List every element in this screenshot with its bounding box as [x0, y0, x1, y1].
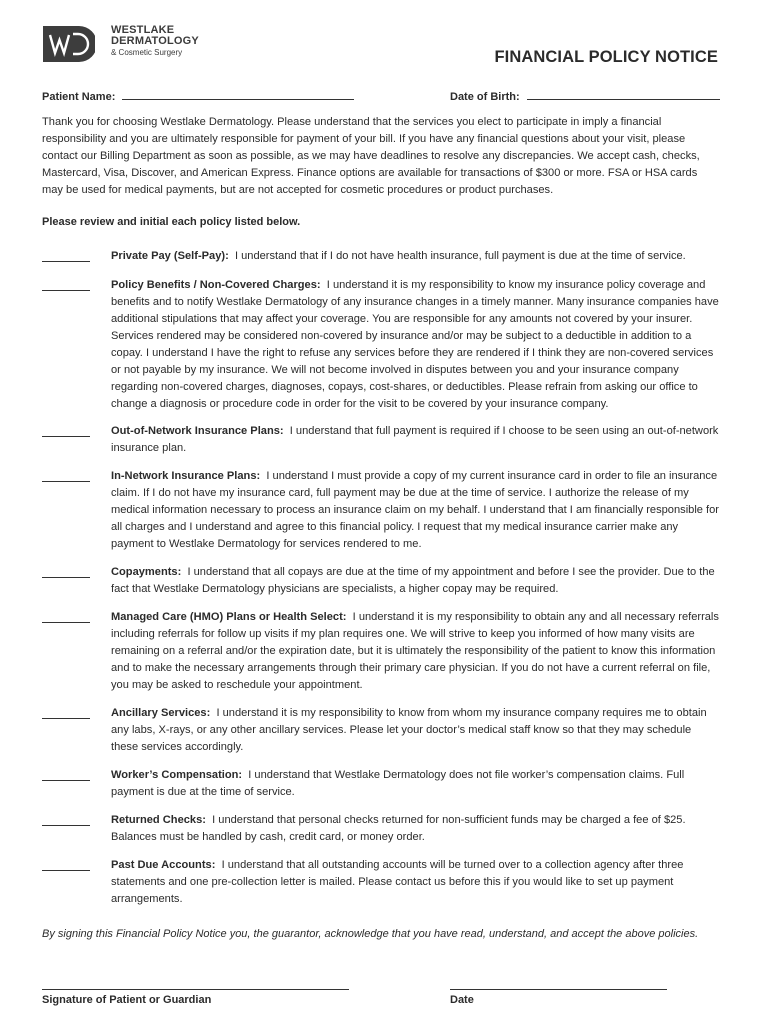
policy-title: Policy Benefits / Non-Covered Charges:	[111, 279, 321, 291]
policy-title: Past Due Accounts:	[111, 859, 216, 871]
policy-title: Worker’s Compensation:	[111, 769, 243, 781]
initial-line[interactable]	[42, 436, 90, 437]
policy-title: Private Pay (Self-Pay):	[111, 250, 229, 262]
initial-line[interactable]	[42, 481, 90, 482]
initial-line[interactable]	[42, 780, 90, 781]
policy-text: I understand that personal checks returned for non-sufficient funds may be charged a fee of $25. Balances must be handled by cash, credit card, or money order.	[111, 814, 686, 843]
initial-line[interactable]	[42, 718, 90, 719]
page-title: FINANCIAL POLICY NOTICE	[494, 48, 718, 66]
initial-line[interactable]	[42, 290, 90, 291]
signature-line[interactable]	[42, 989, 349, 990]
policy-workers-comp	[42, 767, 732, 801]
policy-text: I understand it is my responsibility to obtain any and all necessary referrals including referrals for follow up visits if my plan requires one. We will strive to keep you informed of how many visits are remaining on a referral and/or the expiration date, but it is ultimately the responsibility of the patient to know this information and to make the necessary arrangements through their primary care physician. If you do not have a current referral on file, you may be asked to reschedule your appointment.	[111, 611, 719, 691]
initial-line[interactable]	[42, 825, 90, 826]
logo-line-dermatology: DERMATOLOGY	[111, 35, 199, 47]
policy-title: In-Network Insurance Plans:	[111, 470, 261, 482]
signature-label: Signature of Patient or Guardian	[42, 994, 212, 1006]
policy-title: Managed Care (HMO) Plans or Health Select:	[111, 611, 347, 623]
policy-text: I understand that all copays are due at the time of my appointment and before I see the provider. Due to the fact that Westlake Dermatology physicians are specialists, a higher copay may be required.	[111, 566, 715, 595]
policy-title: Returned Checks:	[111, 814, 206, 826]
initial-line[interactable]	[42, 622, 90, 623]
policy-benefits	[42, 277, 732, 413]
policy-copayments	[42, 564, 732, 598]
patient-name-line[interactable]	[122, 89, 354, 100]
wd-logo-icon	[43, 26, 95, 62]
review-heading: Please review and initial each policy listed below.	[42, 216, 301, 228]
policy-private-pay	[42, 248, 732, 265]
policy-text: I understand that all outstanding accounts will be turned over to a collection agency after three statements and one pre-collection letter is mailed. Please contact us before this if you would like to set up payment arrangements.	[111, 859, 684, 905]
policy-title: Copayments:	[111, 566, 182, 578]
policy-ancillary	[42, 705, 732, 756]
policy-text: I understand it is my responsibility to know from whom my insurance company requires me to obtain any labs, X-rays, or any other ancillary services. Please let your doctor’s medical staff know so that they may schedule these services accordingly.	[111, 707, 707, 753]
policy-text: I understand that Westlake Dermatology does not file worker’s compensation claims. Full payment is due at the time of service.	[111, 769, 685, 798]
initial-line[interactable]	[42, 577, 90, 578]
policy-text: I understand that full payment is required if I choose to be seen using an out-of-network insurance plan.	[111, 425, 719, 454]
policy-out-of-network	[42, 423, 732, 457]
signature-date-line[interactable]	[450, 989, 667, 990]
initial-line[interactable]	[42, 870, 90, 871]
policy-title: Out-of-Network Insurance Plans:	[111, 425, 284, 437]
closing-statement: By signing this Financial Policy Notice you, the guarantor, acknowledge that you have read, understand, and accept the above policies.	[42, 928, 699, 940]
dob-field[interactable]	[450, 89, 720, 103]
initial-line[interactable]	[42, 261, 90, 262]
patient-name-field[interactable]	[42, 89, 354, 103]
policy-returned-checks	[42, 812, 732, 846]
policy-in-network	[42, 468, 732, 553]
patient-name-label: Patient Name:	[42, 91, 116, 103]
policy-text: I understand it is my responsibility to know my insurance policy coverage and benefits and to notify Westlake Dermatology of any insurance changes in a timely manner. Many insurance companies have additional stipulations that may affect your coverage. You are responsible for any amounts not covered by your insurer. Services rendered may be considered non-covered by insurance and/or may be subject to a deductible in addition to a copay. I understand I have the right to refuse any services before they are rendered if I think they are non-covered services or not payable by my insurance. We will not become involved in disputes between you and your insurance company regarding non-covered charges, diagnoses, copays, cost-shares, or deductibles. Please refrain from asking our office to change a diagnosis or procedure code in order for the visit to be covered by your insurance company.	[111, 279, 719, 410]
dob-line[interactable]	[527, 89, 720, 100]
policy-title: Ancillary Services:	[111, 707, 211, 719]
intro-paragraph: Thank you for choosing Westlake Dermatology. Please understand that the services you elect to participate in imply a financial responsibility and you are ultimately responsible for payment of your bill. If you have any financial questions about your visit, please contact our Billing Department as soon as possible, as we may have deadlines to resolve any discrepancies. We accept cash, checks, Mastercard, Visa, Discover, and American Express. Finance options are available for transactions of $300 or more. FSA or HSA cards may be used for medical payments, but are not accepted for cosmetic procedures or product purchases.	[42, 116, 700, 196]
dob-label: Date of Birth:	[450, 91, 520, 103]
policy-text: I understand that if I do not have health insurance, full payment is due at the time of service.	[234, 250, 686, 262]
policy-text: I understand I must provide a copy of my current insurance card in order to file an insurance claim. If I do not have my insurance card, full payment may be due at the time of service. I authorize the release of my medical information necessary to process an insurance claim on my behalf. I understand that I am financially responsible for all charges and I understand and agree to this financial policy. I request that my medical insurance carrier make any payment to Westlake Dermatology for services rendered to me.	[111, 470, 719, 550]
signature-date-label: Date	[450, 994, 474, 1006]
logo-line-westlake: WESTLAKE	[111, 24, 175, 36]
policy-managed-care	[42, 609, 732, 694]
logo-line-cosmetic: & Cosmetic Surgery	[111, 48, 183, 57]
policy-past-due	[42, 857, 732, 908]
